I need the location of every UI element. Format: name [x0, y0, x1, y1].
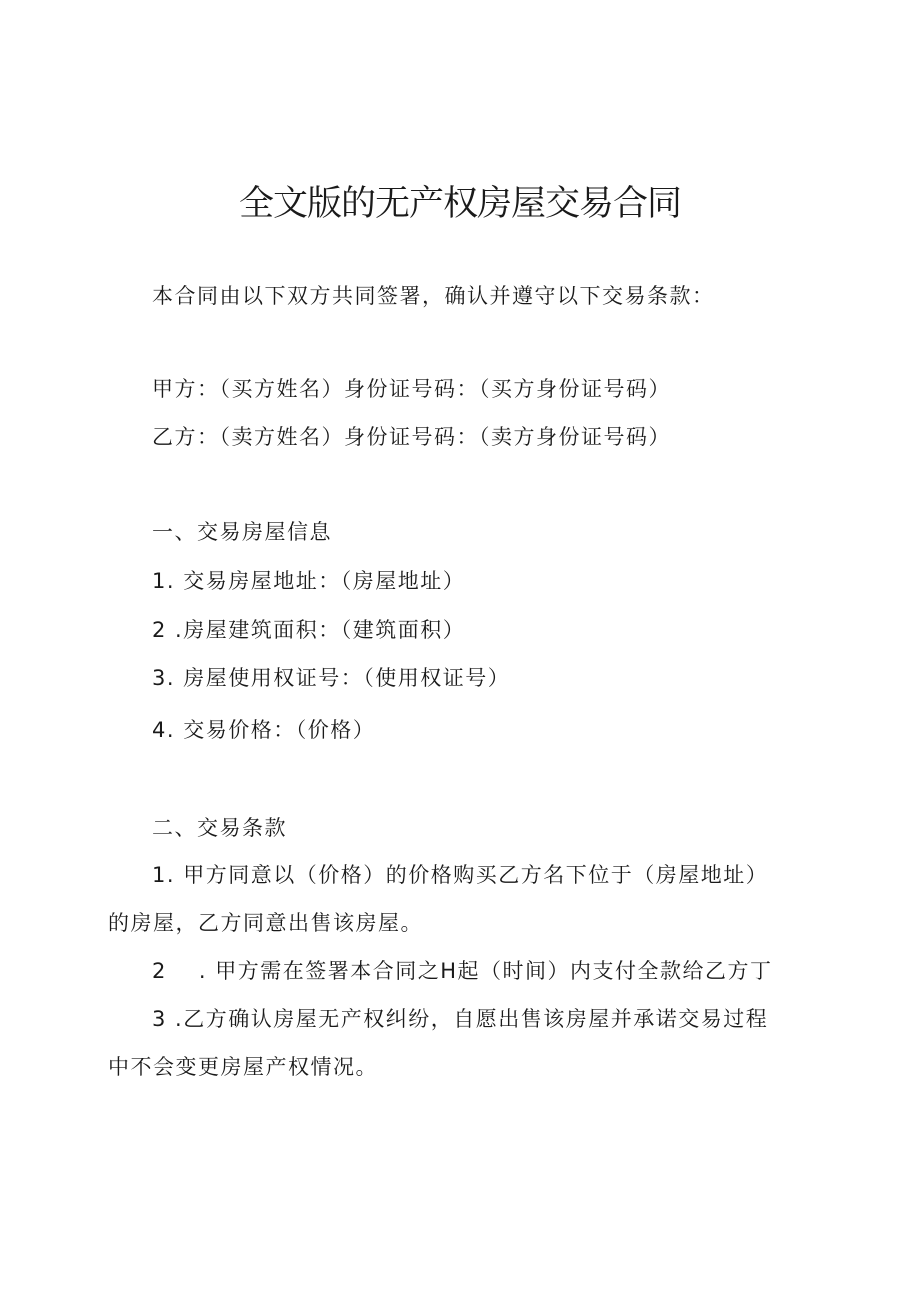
- item-text: . 交易价格：（价格）: [166, 718, 376, 742]
- item-number: 1: [152, 569, 167, 593]
- clause-1-line-1: [152, 863, 768, 888]
- party-b-line: 乙方：（卖方姓名）身份证号码：（卖方身份证号码）: [152, 425, 671, 449]
- item-number: 2: [152, 618, 167, 642]
- section-1-item: [152, 618, 465, 643]
- clause-3-line-2: 中不会变更房屋产权情况。: [108, 1055, 378, 1079]
- clause-3-line-1: [152, 1007, 768, 1032]
- document-title: 全文版的无产权房屋交易合同: [238, 184, 681, 224]
- item-text: . 交易房屋地址：（房屋地址）: [166, 569, 466, 593]
- item-number: 3: [152, 666, 167, 690]
- item-number: 4: [152, 718, 167, 742]
- clause-number: 3: [152, 1007, 167, 1031]
- clause-2-line-1: [152, 959, 773, 984]
- clause-text: . 甲方同意以（价格）的价格购买乙方名下位于（房屋地址）: [166, 863, 769, 887]
- clause-1-line-2: 的房屋，乙方同意出售该房屋。: [108, 911, 423, 935]
- section-2-heading: 二、交易条款: [152, 816, 287, 840]
- clause-number: 1: [152, 863, 167, 887]
- intro-paragraph: 本合同由以下双方共同签署，确认并遵守以下交易条款：: [152, 284, 715, 308]
- clause-text: . 甲方需在签署本合同之H起（时间）内支付全款给乙方丁: [198, 959, 773, 983]
- section-1-heading: 一、交易房屋信息: [152, 520, 332, 544]
- item-text: .房屋建筑面积：（建筑面积）: [166, 618, 466, 642]
- clause-number: 2: [152, 959, 167, 983]
- clause-text: .乙方确认房屋无产权纠纷，自愿出售该房屋并承诺交易过程: [166, 1007, 769, 1031]
- section-1-item: [152, 666, 510, 691]
- party-a-line: 甲方：（买方姓名）身份证号码：（买方身份证号码）: [152, 377, 671, 401]
- item-text: . 房屋使用权证号：（使用权证号）: [166, 666, 511, 690]
- section-1-item: [152, 718, 375, 743]
- section-1-item: [152, 569, 465, 594]
